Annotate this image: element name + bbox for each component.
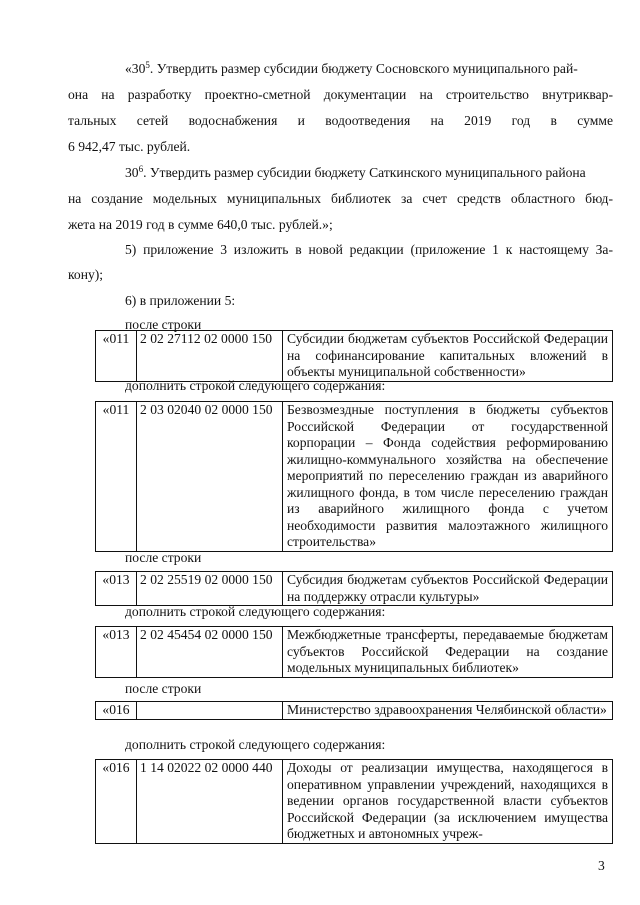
table-row-6 — [95, 759, 613, 844]
table-row-5 — [95, 701, 613, 720]
table-row-2 — [95, 401, 613, 552]
text-cell: Субсидия бюджетам субъектов Российской Федерации на поддержку отрасли культуры» — [283, 572, 613, 606]
code-cell: «011 — [96, 402, 137, 552]
code-cell: «016 — [96, 702, 137, 720]
para3-line2: кону); — [68, 267, 104, 282]
label-after-row-1: после строки — [125, 317, 202, 332]
text-cell: Субсидии бюджетам субъектов Российской Федерации на софинансирование капитальных вложений в объекты муниципальной собственности» — [283, 331, 613, 382]
para1-line3: тальных сетей водоснабжения и водоотведения на 2019 год в сумме — [68, 113, 613, 128]
text-cell: Министерство здравоохранения Челябинской области» — [283, 702, 613, 720]
para3-line1: 5) приложение 3 изложить в новой редакции (приложение 1 к настоящему За- — [125, 242, 613, 257]
text-cell: Безвозмездные поступления в бюджеты субъектов Российской Федерации от государственной корпорации – Фонда содействия реформированию жилищно-коммунального хозяйства на обеспечение мероприятий по переселению граждан из аварийного жилищного фонда, в том числе переселению граждан из аварийного жилищного фонда с учетом необходимости развития малоэтажного жилищного строительства» — [283, 402, 613, 552]
kbk-cell — [137, 702, 283, 720]
code-cell: «013 — [96, 627, 137, 678]
label-add-row-2: дополнить строкой следующего содержания: — [125, 604, 386, 619]
label-after-row-2: после строки — [125, 550, 202, 565]
table-row-3 — [95, 571, 613, 606]
para1-line1: «$30^5$. Утвердить размер субсидии бюджету Сосновского муниципального рай- — [125, 60, 578, 76]
code-cell: «011 — [96, 331, 137, 382]
kbk-cell: 2 02 27112 02 0000 150 — [137, 331, 283, 382]
label-add-row-1: дополнить строкой следующего содержания: — [125, 378, 386, 393]
code-cell: «016 — [96, 760, 137, 844]
kbk-cell: 2 02 25519 02 0000 150 — [137, 572, 283, 606]
code-cell: «013 — [96, 572, 137, 606]
para2-line3: жета на 2019 год в сумме 640,0 тыс. рублей.»; — [68, 217, 333, 232]
kbk-cell: 2 02 45454 02 0000 150 — [137, 627, 283, 678]
para1-line4: 6 942,47 тыс. рублей. — [68, 139, 191, 154]
label-add-row-3: дополнить строкой следующего содержания: — [125, 737, 386, 752]
para2-line1: $30^6$. Утвердить размер субсидии бюджету Саткинского муниципального района — [125, 164, 586, 180]
para2-line2: на создание модельных муниципальных библиотек за счет средств областного бюд- — [68, 191, 613, 206]
para4: 6) в приложении 5: — [125, 293, 236, 308]
page-number: 3 — [598, 858, 605, 873]
label-after-row-3: после строки — [125, 681, 202, 696]
table-row-1 — [95, 330, 613, 382]
text-cell: Межбюджетные трансферты, передаваемые бюджетам субъектов Российской Федерации на создание модельных муниципальных библиотек» — [283, 627, 613, 678]
kbk-cell: 1 14 02022 02 0000 440 — [137, 760, 283, 844]
text-cell: Доходы от реализации имущества, находящегося в оперативном управлении учреждений, находящихся в ведении органов государственной власти субъектов Российской Федерации (за исключением имущества бюджетных и автономных учреж- — [283, 760, 613, 844]
para1-line2: она на разработку проектно-сметной документации на строительство внутриквар- — [68, 87, 613, 102]
table-row-4 — [95, 626, 613, 678]
kbk-cell: 2 03 02040 02 0000 150 — [137, 402, 283, 552]
